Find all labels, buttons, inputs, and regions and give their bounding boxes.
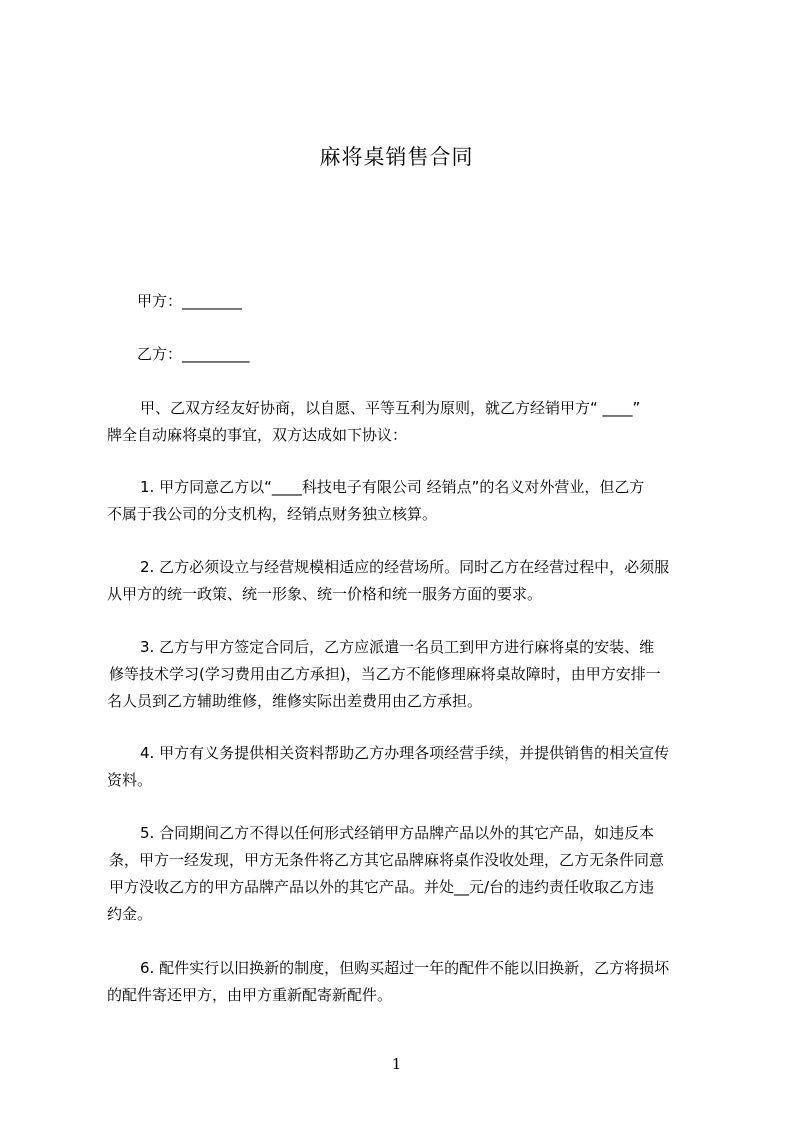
paragraph-line: 的配件寄还甲方，由甲方重新配寄新配件。 xyxy=(107,986,393,1004)
document-title: 麻将桌销售合同 xyxy=(319,145,474,169)
paragraph-line: 5. 合同期间乙方不得以任何形式经销甲方品牌产品以外的其它产品，如违反本 xyxy=(140,824,655,842)
intro-paragraph xyxy=(107,395,697,449)
clause-5 xyxy=(107,820,697,928)
clause-3 xyxy=(107,634,697,715)
paragraph-line: 名人员到乙方辅助维修，维修实际出差费用由乙方承担。 xyxy=(107,692,483,710)
paragraph-line: 约金。 xyxy=(107,905,153,923)
paragraph-line: 条，甲方一经发现，甲方无条件将乙方其它品牌麻将桌作没收处理，乙方无条件同意 xyxy=(109,851,665,869)
clause-4 xyxy=(107,740,697,794)
paragraph-line: 1. 甲方同意乙方以“____科技电子有限公司 经销点”的名义对外营业，但乙方 xyxy=(140,478,645,496)
paragraph-line: 修等技术学习(学习费用由乙方承担)，当乙方不能修理麻将桌故障时，由甲方安排一 xyxy=(109,665,661,683)
paragraph-line: 从甲方的统一政策、统一形象、统一价格和统一服务方面的要求。 xyxy=(107,585,543,603)
paragraph-line: 2. 乙方必须设立与经营规模相适应的经营场所。同时乙方在经营过程中，必须服 xyxy=(140,558,670,576)
party-b-line: 乙方：_________ xyxy=(137,345,250,363)
paragraph-line: 牌全自动麻将桌的事宜，双方达成如下协议： xyxy=(107,426,408,444)
paragraph-line: 4. 甲方有义务提供相关资料帮助乙方办理各项经营手续，并提供销售的相关宣传 xyxy=(140,744,670,762)
paragraph-line: 不属于我公司的分支机构，经销点财务独立核算。 xyxy=(107,505,438,523)
paragraph-line: 资料。 xyxy=(107,771,153,789)
party-a-line: 甲方：________ xyxy=(137,292,243,310)
paragraph-line: 甲方没收乙方的甲方品牌产品以外的其它产品。并处__元/台的违约责任收取乙方违 xyxy=(109,878,655,896)
clause-6 xyxy=(107,955,697,1009)
paragraph-line: 甲、乙双方经友好协商，以自愿、平等互利为原则，就乙方经销甲方“ ____” xyxy=(140,399,641,417)
clause-1 xyxy=(107,474,697,528)
clause-2 xyxy=(107,554,697,608)
page-number: 1 xyxy=(391,1055,402,1073)
paragraph-line: 6. 配件实行以旧换新的制度，但购买超过一年的配件不能以旧换新，乙方将损坏 xyxy=(140,959,670,977)
paragraph-line: 3. 乙方与甲方签定合同后，乙方应派遣一名员工到甲方进行麻将桌的安装、维 xyxy=(140,638,655,656)
